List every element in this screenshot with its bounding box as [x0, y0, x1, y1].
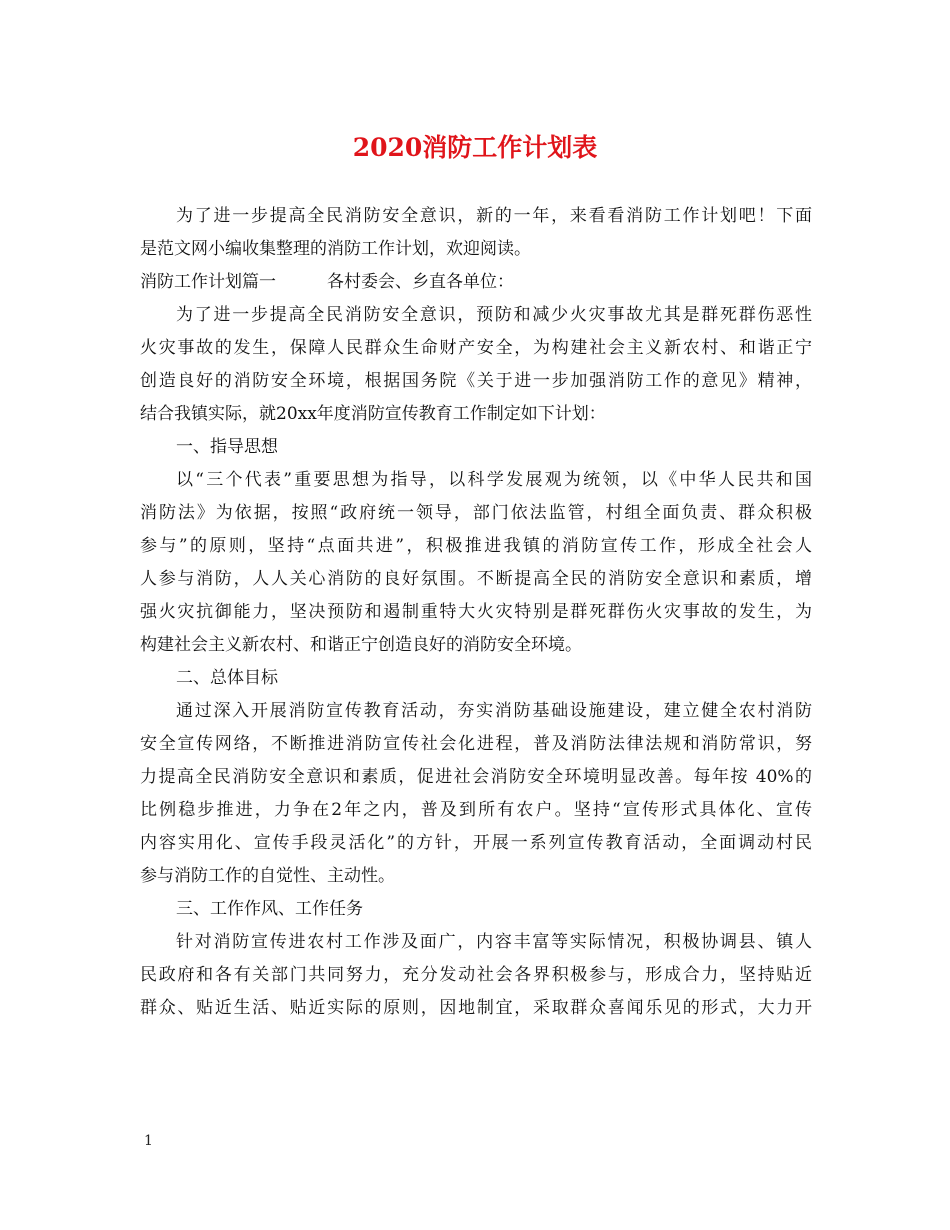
- body-line: 人参与消防，人人关心消防的良好氛围。不断提高全民的消防安全意识和素质，增: [140, 569, 812, 589]
- page-number: 1: [144, 1133, 153, 1149]
- body-line: 火灾事故的发生，保障人民群众生命财产安全，为构建社会主义新农村、和谐正宁: [140, 338, 812, 358]
- body-line: 消防法》为依据，按照“政府统一领导，部门依法监管，村组全面负责、群众积极: [140, 503, 812, 523]
- body-line: 安全宣传网络，不断推进消防宣传社会化进程，普及消防法律法规和消防常识，努: [140, 734, 812, 754]
- body-line: 构建社会主义新农村、和谐正宁创造良好的消防安全环境。: [140, 635, 582, 655]
- body-line: 消防工作计划篇一 各村委会、乡直各单位：: [140, 272, 514, 292]
- section-heading: 三、工作作风、工作任务: [176, 899, 363, 919]
- section-heading: 一、指导思想: [176, 437, 278, 457]
- body-line: 群众、贴近生活、贴近实际的原则，因地制宜，采取群众喜闻乐见的形式，大力开: [140, 998, 812, 1018]
- body-line: 强火灾抗御能力，坚决预防和遏制重特大火灾特别是群死群伤火灾事故的发生，为: [140, 602, 812, 622]
- section-heading: 二、总体目标: [176, 668, 278, 688]
- document-body: [140, 200, 812, 1025]
- body-line: 力提高全民消防安全意识和素质，促进社会消防安全环境明显改善。每年按 40%的: [140, 767, 812, 787]
- body-line: 为了进一步提高全民消防安全意识，预防和减少火灾事故尤其是群死群伤恶性: [176, 305, 812, 325]
- body-line: 参与”的原则，坚持“点面共进”，积极推进我镇的消防宣传工作，形成全社会人: [140, 536, 812, 556]
- body-line: 是范文网小编收集整理的消防工作计划，欢迎阅读。: [140, 239, 531, 259]
- body-line: 通过深入开展消防宣传教育活动，夯实消防基础设施建设，建立健全农村消防: [176, 701, 812, 721]
- body-line: 针对消防宣传进农村工作涉及面广，内容丰富等实际情况，积极协调县、镇人: [176, 932, 812, 952]
- body-line: 以“三个代表”重要思想为指导，以科学发展观为统领，以《中华人民共和国: [176, 470, 812, 490]
- body-line: 内容实用化、宣传手段灵活化”的方针，开展一系列宣传教育活动，全面调动村民: [140, 833, 812, 853]
- body-line: 比例稳步推进，力争在2年之内，普及到所有农户。坚持“宣传形式具体化、宣传: [140, 800, 812, 820]
- body-line: 民政府和各有关部门共同努力，充分发动社会各界积极参与，形成合力，坚持贴近: [140, 965, 812, 985]
- document-title: 2020消防工作计划表: [352, 133, 598, 162]
- body-line: 创造良好的消防安全环境，根据国务院《关于进一步加强消防工作的意见》精神，: [140, 371, 812, 391]
- body-line: 结合我镇实际，就20xx年度消防宣传教育工作制定如下计划：: [140, 404, 606, 424]
- body-line: 为了进一步提高全民消防安全意识，新的一年，来看看消防工作计划吧！下面: [176, 206, 812, 226]
- body-line: 参与消防工作的自觉性、主动性。: [140, 866, 395, 886]
